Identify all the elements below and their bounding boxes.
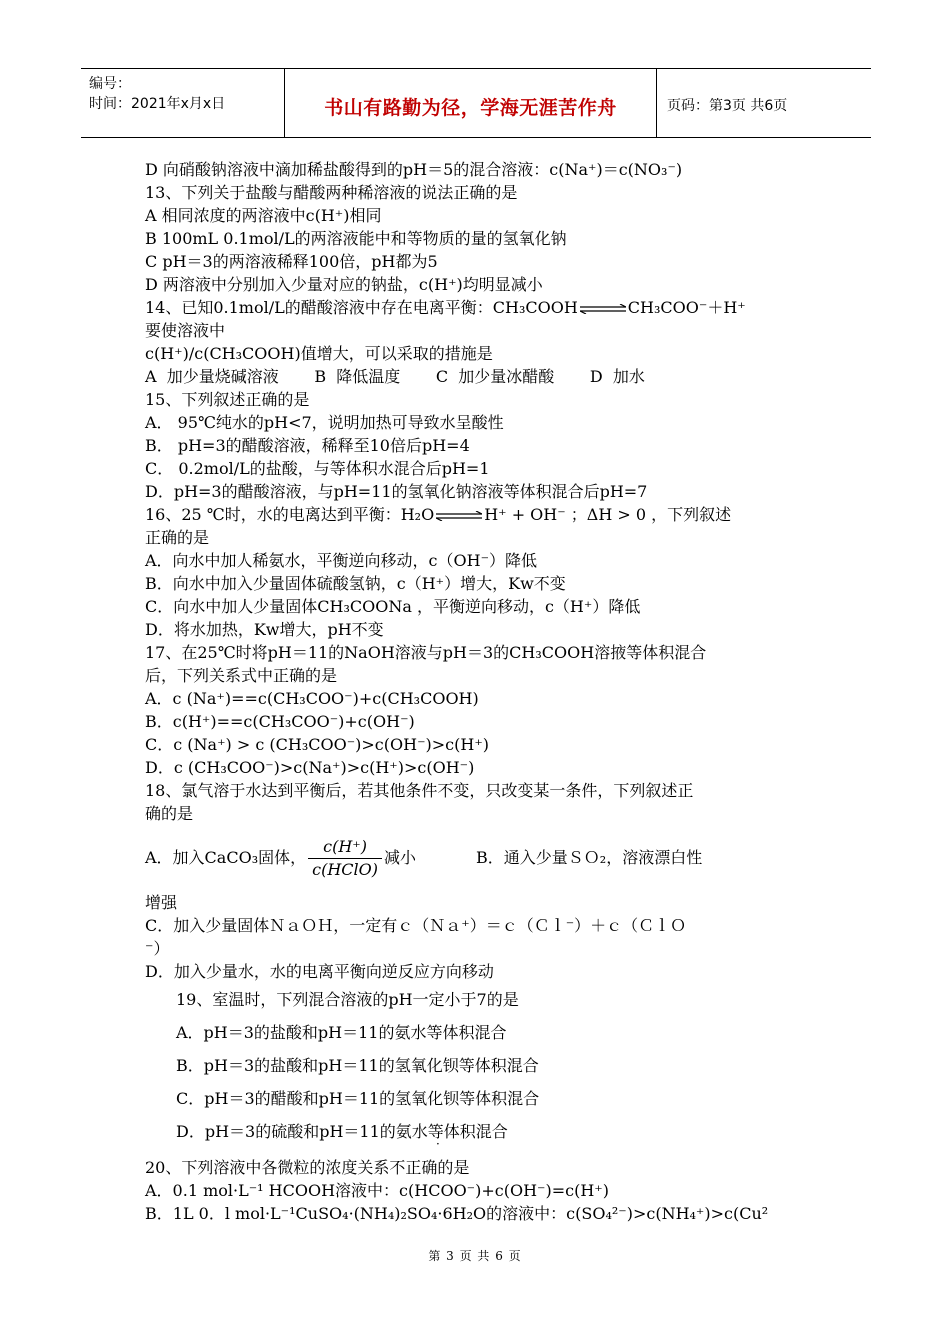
equilibrium-arrow-icon bbox=[580, 304, 626, 314]
option-line: B．1L 0．l mol·L⁻¹CuSO₄·(NH₄)₂SO₄·6H₂O的溶液中：c(SO₄²⁻)>c(NH₄⁺)>c(Cu² bbox=[145, 1204, 769, 1223]
text-line: 增强 bbox=[145, 893, 178, 912]
question-19: 19、室温时，下列混合溶液的pH一定小于7的是 bbox=[176, 990, 519, 1009]
option-line-with-fraction bbox=[145, 825, 813, 891]
text-segment: B．通入少量ＳＯ₂，溶液漂白性 bbox=[476, 848, 703, 867]
option-line: B． pH=3的醋酸溶液，稀释至10倍后pH=4 bbox=[145, 436, 470, 455]
text-line: 确的是 bbox=[145, 804, 194, 823]
question-20: 20、下列溶液中各微粒的浓度关系不正确的是 bbox=[145, 1158, 470, 1177]
header-middle-cell bbox=[285, 69, 657, 137]
header-left-cell bbox=[81, 69, 285, 137]
option-line: B．pH＝3的盐酸和pH＝11的氢氧化钡等体积混合 bbox=[176, 1056, 539, 1075]
option-line: C．pH＝3的醋酸和pH＝11的氢氧化钡等体积混合 bbox=[176, 1089, 540, 1108]
question-16 bbox=[145, 503, 813, 526]
text-line: 要使溶液中 bbox=[145, 321, 226, 340]
option-line: D 两溶液中分别加入少量对应的钠盐，c(H⁺)均明显减小 bbox=[145, 275, 543, 294]
text-segment: CH₃COO⁻＋H⁺ bbox=[627, 298, 746, 317]
emphasis-dot: · bbox=[436, 1137, 440, 1151]
option-line: D．pH=3的醋酸溶液，与pH=11的氢氧化钠溶液等体积混合后pH=7 bbox=[145, 482, 648, 501]
option-line: A．c (Na⁺)==c(CH₃COO⁻)+c(CH₃COOH) bbox=[145, 689, 479, 708]
option-line: A 相同浓度的两溶液中c(H⁺)相同 bbox=[145, 206, 382, 225]
equilibrium-arrow-icon bbox=[436, 511, 482, 521]
text-segment: 16、25 ℃时，水的电离达到平衡：H₂O bbox=[145, 505, 435, 524]
option-line: A 加少量烧碱溶液 B 降低温度 C 加少量冰醋酸 D 加水 bbox=[145, 367, 645, 386]
option-line: B．c(H⁺)==c(CH₃COO⁻)+c(OH⁻) bbox=[145, 712, 415, 731]
option-line: C． 0.2mol/L的盐酸，与等体积水混合后pH=1 bbox=[145, 459, 490, 478]
text-segment: 减小 bbox=[384, 848, 417, 867]
option-line: D．将水加热，Kw增大，pH不变 bbox=[145, 620, 384, 639]
option-line: D．c (CH₃COO⁻)>c(Na⁺)>c(H⁺)>c(OH⁻) bbox=[145, 758, 475, 777]
document-body bbox=[145, 158, 813, 1225]
page-footer: 第 3 页 共 6 页 bbox=[428, 1249, 522, 1263]
text-line: 正确的是 bbox=[145, 528, 210, 547]
option-line: C．加入少量固体ＮａＯＨ，一定有ｃ（Ｎａ⁺）＝ｃ（Ｃｌ⁻）＋ｃ（ＣｌＯ bbox=[145, 916, 687, 935]
option-line: B．向水中加入少量固体硫酸氢钠，c（H⁺）增大，Kw不变 bbox=[145, 574, 566, 593]
question-14 bbox=[145, 296, 813, 319]
text-segment: H⁺ + OH⁻ ；ΔH > 0 ，下列叙述 bbox=[484, 505, 732, 524]
option-line: A． 95℃纯水的pH<7，说明加热可导致水呈酸性 bbox=[145, 413, 504, 432]
fraction bbox=[308, 836, 382, 881]
text-line: ⁻） bbox=[145, 939, 170, 958]
option-line: C．c (Na⁺) > c (CH₃COO⁻)>c(OH⁻)>c(H⁺) bbox=[145, 735, 490, 754]
question-18: 18、氯气溶于水达到平衡后，若其他条件不变，只改变某一条件，下列叙述正 bbox=[145, 781, 694, 800]
question-17: 17、在25℃时将pH＝11的NaOH溶液与pH＝3的CH₃COOH溶掖等体积混合 bbox=[145, 643, 707, 662]
question-15: 15、下列叙述正确的是 bbox=[145, 390, 310, 409]
option-line: C．向水中加人少量固体CH₃COONa ，平衡逆向移动，c（H⁺）降低 bbox=[145, 597, 641, 616]
text-segment: A．加入CaCO₃固体， bbox=[145, 848, 307, 867]
option-line: A．0.1 mol·L⁻¹ HCOOH溶液中：c(HCOO⁻)+c(OH⁻)=c(H⁺) bbox=[145, 1181, 609, 1200]
text-segment: 14、已知0.1mol/L的醋酸溶液中存在电离平衡：CH₃COOH bbox=[145, 298, 578, 317]
header-right-cell bbox=[657, 69, 871, 137]
option-line: D．pH＝3的硫酸和pH＝11的氨水等体积混合 bbox=[176, 1122, 508, 1141]
date-label: 时间：2021年x月x日 bbox=[89, 96, 226, 112]
fraction-numerator: c(H⁺) bbox=[308, 836, 382, 859]
page-header bbox=[81, 68, 871, 138]
code-label: 编号： bbox=[89, 76, 131, 92]
text-line: D 向硝酸钠溶液中滴加稀盐酸得到的pH＝5的混合溶液：c(Na⁺)＝c(NO₃⁻) bbox=[145, 160, 683, 179]
question-13: 13、下列关于盐酸与醋酸两种稀溶液的说法正确的是 bbox=[145, 183, 518, 202]
option-line: B 100mL 0.1mol/L的两溶液能中和等物质的量的氢氧化钠 bbox=[145, 229, 567, 248]
header-motto: 书山有路勤为径，学海无涯苦作舟 bbox=[324, 97, 617, 119]
option-line: A．向水中加人稀氨水，平衡逆向移动，c（OH⁻）降低 bbox=[145, 551, 538, 570]
page-info: 页码：第3页 共6页 bbox=[667, 98, 788, 114]
fraction-denominator: c(HClO) bbox=[312, 860, 378, 879]
option-line: A．pH＝3的盐酸和pH＝11的氨水等体积混合 bbox=[176, 1023, 507, 1042]
text-line: 后，下列关系式中正确的是 bbox=[145, 666, 338, 685]
option-line: C pH＝3的两溶液稀释100倍，pH都为5 bbox=[145, 252, 438, 271]
option-line: D．加入少量水，水的电离平衡向逆反应方向移动 bbox=[145, 962, 494, 981]
text-line: c(H⁺)/c(CH₃COOH)值增大，可以采取的措施是 bbox=[145, 344, 493, 363]
